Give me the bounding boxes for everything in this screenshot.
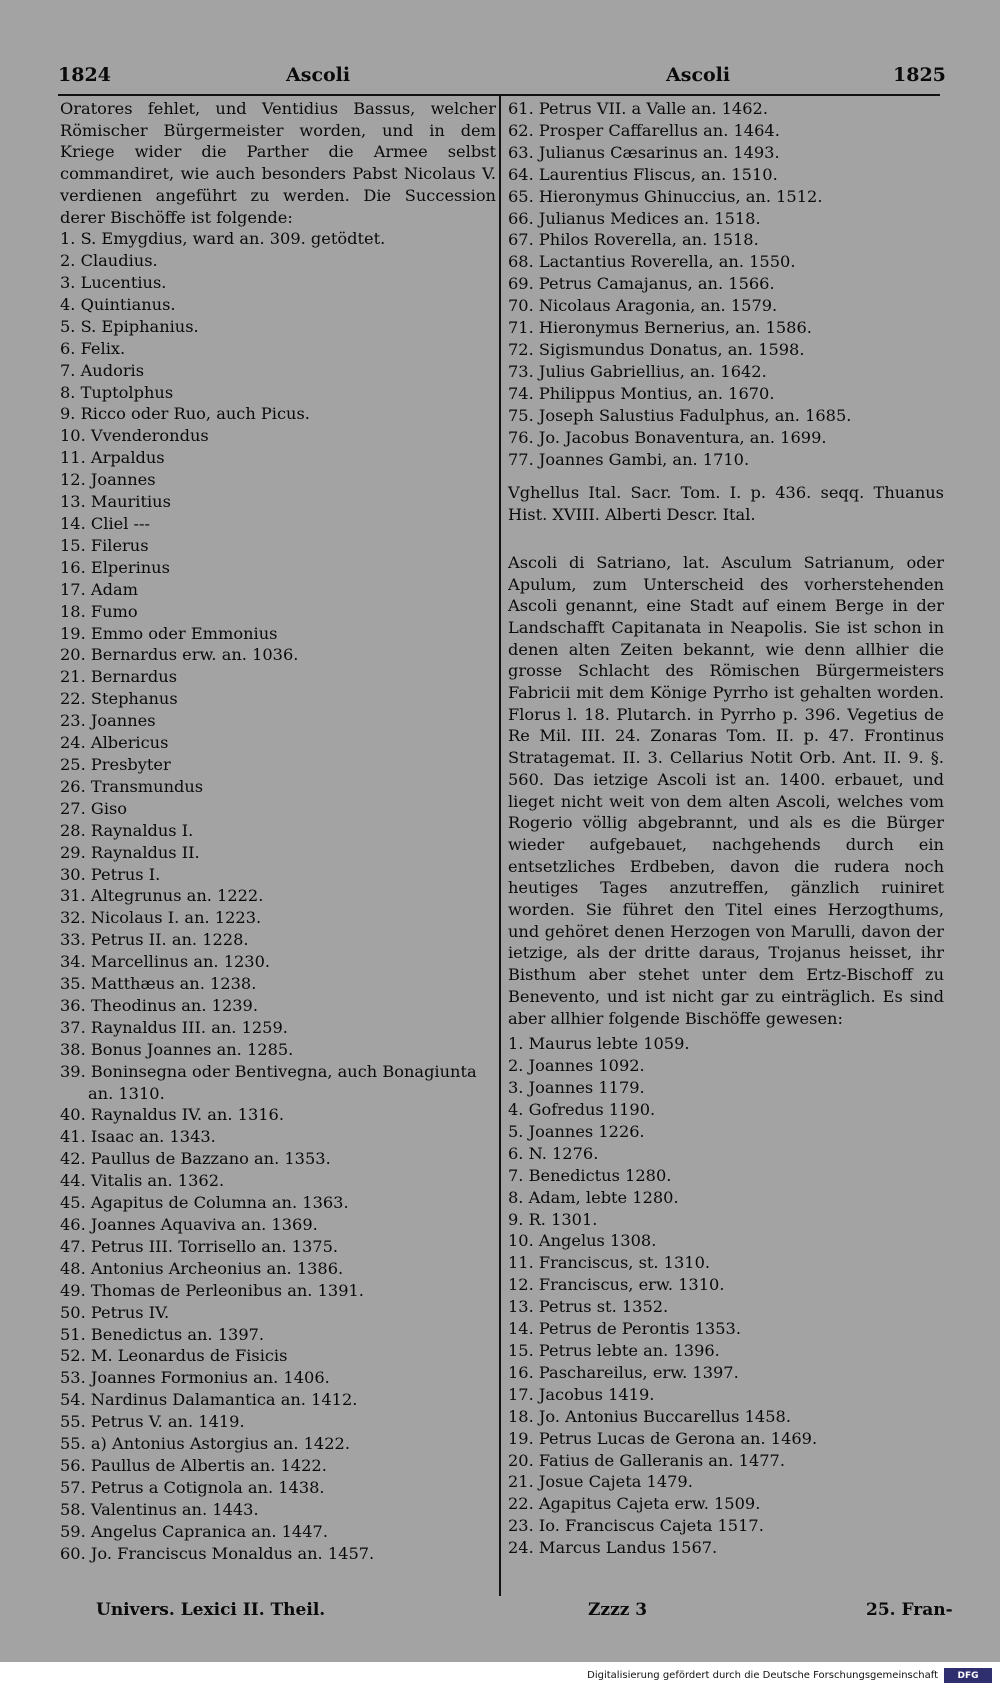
list-item: 35. Matthæus an. 1238. [60, 974, 257, 994]
list-item: 3. Lucentius. [60, 273, 167, 293]
list-item: 28. Raynaldus I. [60, 820, 194, 840]
list-item: 58. Valentinus an. 1443. [60, 1499, 259, 1519]
list-item: 65. Hieronymus Ghinuccius, an. 1512. [508, 186, 823, 206]
list-item: 51. Benedictus an. 1397. [60, 1324, 265, 1344]
list-item: 14. Cliel --- [60, 514, 150, 533]
list-item: 63. Julianus Cæsarinus an. 1493. [508, 142, 780, 162]
list-item: 29. Raynaldus II. [60, 842, 200, 862]
list-item: 24. Marcus Landus 1567. [508, 1538, 718, 1558]
list-item: 13. Petrus st. 1352. [508, 1297, 669, 1317]
list-item: 41. Isaac an. 1343. [60, 1127, 216, 1147]
second-bishop-list [508, 1033, 944, 1559]
list-item: 71. Hieronymus Bernerius, an. 1586. [508, 318, 812, 338]
list-item: 11. Franciscus, st. 1310. [508, 1253, 711, 1273]
list-item: 21. Josue Cajeta 1479. [508, 1472, 693, 1492]
list-item: 12. Franciscus, erw. 1310. [508, 1275, 725, 1295]
list-item: 12. Joannes [60, 470, 156, 490]
left-column [60, 98, 496, 1565]
list-item: 17. Adam [60, 579, 138, 599]
list-item: 19. Petrus Lucas de Gerona an. 1469. [508, 1428, 818, 1448]
list-item: 22. Stephanus [60, 689, 178, 709]
list-item: 52. M. Leonardus de Fisicis [60, 1346, 288, 1366]
list-item: 2. Joannes 1092. [508, 1056, 645, 1076]
list-item: 10. Angelus 1308. [508, 1231, 657, 1251]
list-item: 6. Felix. [60, 338, 126, 358]
list-item: 18. Fumo [60, 601, 138, 621]
list-item: 39. Boninsegna oder Bentivegna, auch Bonagiunta an. 1310. [60, 1061, 477, 1103]
references: Vghellus Ital. Sacr. Tom. I. p. 436. seqq. Thuanus Hist. XVIII. Alberti Descr. Ital. [508, 483, 944, 525]
list-item: 8. Tuptolphus [60, 382, 174, 402]
list-item: 33. Petrus II. an. 1228. [60, 930, 249, 950]
list-item: 15. Petrus lebte an. 1396. [508, 1340, 720, 1360]
list-item: 20. Bernardus erw. an. 1036. [60, 645, 299, 665]
list-item: 27. Giso [60, 798, 128, 818]
bishop-list-continued [508, 98, 944, 470]
left-page-number: 1824 [58, 64, 111, 86]
signature-mark: Zzzz 3 [588, 1600, 648, 1620]
list-item: 23. Io. Franciscus Cajeta 1517. [508, 1516, 764, 1536]
list-item: 22. Agapitus Cajeta erw. 1509. [508, 1494, 761, 1514]
list-item: 57. Petrus a Cotignola an. 1438. [60, 1477, 325, 1497]
list-item: 67. Philos Roverella, an. 1518. [508, 230, 759, 250]
list-item: 11. Arpaldus [60, 448, 165, 468]
list-item: 61. Petrus VII. a Valle an. 1462. [508, 99, 768, 118]
column-divider [499, 96, 501, 1596]
list-item: 68. Lactantius Roverella, an. 1550. [508, 252, 796, 272]
list-item: 66. Julianus Medices an. 1518. [508, 208, 761, 228]
list-item: 45. Agapitus de Columna an. 1363. [60, 1193, 349, 1213]
list-item: 19. Emmo oder Emmonius [60, 623, 278, 643]
list-item: 42. Paullus de Bazzano an. 1353. [60, 1149, 331, 1169]
list-item: 74. Philippus Montius, an. 1670. [508, 383, 775, 403]
list-item: 56. Paullus de Albertis an. 1422. [60, 1455, 327, 1475]
list-item: 1. S. Emygdius, ward an. 309. getödtet. [60, 229, 386, 249]
list-item: 64. Laurentius Fliscus, an. 1510. [508, 164, 778, 184]
list-item: 3. Joannes 1179. [508, 1078, 645, 1098]
intro-paragraph: Oratores fehlet, und Ventidius Bassus, welcher Römischer Bürgermeister worden, und in dem Kriege wider die Parther die Armee selbst commandiret, wie auch besonders Pabst Nicolaus V. verdienen angeführt zu werden. Die Succession derer Bischöffe ist folgende: [60, 99, 496, 227]
list-item: 26. Transmundus [60, 776, 204, 796]
list-item: 46. Joannes Aquaviva an. 1369. [60, 1215, 318, 1234]
list-item: 62. Prosper Caffarellus an. 1464. [508, 120, 780, 140]
list-item: 21. Bernardus [60, 667, 178, 687]
list-item: 60. Jo. Franciscus Monaldus an. 1457. [60, 1543, 375, 1563]
list-item: 34. Marcellinus an. 1230. [60, 952, 271, 972]
list-item: 48. Antonius Archeonius an. 1386. [60, 1258, 344, 1278]
list-item: 20. Fatius de Galleranis an. 1477. [508, 1450, 785, 1470]
list-item: 73. Julius Gabriellius, an. 1642. [508, 361, 767, 381]
list-item: 7. Audoris [60, 360, 145, 380]
list-item: 69. Petrus Camajanus, an. 1566. [508, 274, 775, 294]
list-item: 9. R. 1301. [508, 1209, 598, 1229]
left-running-title: Ascoli [286, 64, 351, 86]
list-item: 1. Maurus lebte 1059. [508, 1034, 690, 1054]
list-item: 25. Presbyter [60, 754, 171, 774]
list-item: 6. N. 1276. [508, 1143, 599, 1163]
list-item: 53. Joannes Formonius an. 1406. [60, 1368, 330, 1388]
list-item: 15. Filerus [60, 535, 149, 555]
list-item: 8. Adam, lebte 1280. [508, 1187, 679, 1207]
list-item: 44. Vitalis an. 1362. [60, 1171, 225, 1191]
list-item: 23. Joannes [60, 711, 156, 731]
list-item: 2. Claudius. [60, 251, 158, 271]
list-item: 49. Thomas de Perleonibus an. 1391. [60, 1280, 364, 1300]
list-item: 77. Joannes Gambi, an. 1710. [508, 449, 750, 469]
list-item: 18. Jo. Antonius Buccarellus 1458. [508, 1406, 791, 1426]
second-entry-paragraph: Ascoli di Satriano, lat. Asculum Satrianum, oder Apulum, zum Unterscheid des vorherstehenden Ascoli genannt, eine Stadt auf einem Berge in der Landschafft Capitanata in Neapolis. Sie ist schon in denen alten Zeiten bekannt, wie denn allhier die grosse Schlacht des Römischen Bürgermeisters Fabricii mit dem Könige Pyrrho ist gehalten worden. Florus l. 18. Plutarch. in Pyrrho p. 396. Vegetius de Re Mil. III. 24. Zonaras Tom. II. p. 47. Frontinus Stratagemat. II. 3. Cellarius Notit Orb. Ant. II. 9. §. 560. Das ietzige Ascoli ist an. 1400. erbauet, und lieget nicht weit von dem alten Ascoli, welches vom Rogerio völlig abgebrannt, und als es die Bürger wieder aufgebauet, nachgehends durch ein entsetzliches Erdbeben, davon die rudera noch heutiges Tages anzutreffen, gänzlich ruiniret worden. Sie führet den Titel eines Herzogthums, und gehöret denen Herzogen von Marulli, davon der ietzige, als der dritte daraus, Trojanus heisset, ihr Bisthum aber stehet unter dem Ertz-Bischoff zu Benevento, und ist nicht gar zu einträglich. Es sind aber allhier folgende Bischöffe gewesen: [508, 552, 944, 1028]
list-item: 55. a) Antonius Astorgius an. 1422. [60, 1434, 350, 1454]
list-item: 4. Quintianus. [60, 294, 176, 314]
list-item: 76. Jo. Jacobus Bonaventura, an. 1699. [508, 427, 827, 447]
list-item: 5. S. Epiphanius. [60, 316, 199, 336]
right-running-title: Ascoli [666, 64, 731, 86]
signature-line: Univers. Lexici II. Theil. [96, 1600, 326, 1620]
list-item: 47. Petrus III. Torrisello an. 1375. [60, 1236, 339, 1256]
list-item: 9. Ricco oder Ruo, auch Picus. [60, 404, 310, 424]
list-item: 16. Paschareilus, erw. 1397. [508, 1362, 739, 1382]
list-item: 40. Raynaldus IV. an. 1316. [60, 1105, 284, 1125]
list-item: 70. Nicolaus Aragonia, an. 1579. [508, 296, 778, 316]
right-page-number: 1825 [893, 64, 946, 86]
list-item: 24. Albericus [60, 733, 169, 753]
list-item: 31. Altegrunus an. 1222. [60, 886, 264, 906]
list-item: 4. Gofredus 1190. [508, 1100, 656, 1119]
list-item: 59. Angelus Capranica an. 1447. [60, 1521, 328, 1541]
list-item: 38. Bonus Joannes an. 1285. [60, 1039, 294, 1059]
catchword: 25. Fran- [866, 1600, 953, 1620]
list-item: 50. Petrus IV. [60, 1302, 170, 1322]
list-item: 36. Theodinus an. 1239. [60, 995, 258, 1015]
list-item: 14. Petrus de Perontis 1353. [508, 1319, 741, 1339]
list-item: 75. Joseph Salustius Fadulphus, an. 1685. [508, 405, 852, 425]
list-item: 55. Petrus V. an. 1419. [60, 1412, 245, 1432]
list-item: 72. Sigismundus Donatus, an. 1598. [508, 339, 805, 359]
right-column [508, 98, 944, 1559]
list-item: 32. Nicolaus I. an. 1223. [60, 908, 262, 928]
list-item: 7. Benedictus 1280. [508, 1165, 672, 1185]
list-item: 17. Jacobus 1419. [508, 1384, 655, 1404]
list-item: 54. Nardinus Dalamantica an. 1412. [60, 1390, 358, 1410]
digitization-credit: Digitalisierung gefördert durch die Deutsche Forschungsgemeinschaft [587, 1670, 938, 1681]
list-item: 5. Joannes 1226. [508, 1121, 645, 1141]
bishop-list [60, 228, 496, 1564]
dfg-logo: DFG [944, 1668, 992, 1683]
list-item: 16. Elperinus [60, 557, 170, 577]
list-item: 10. Vvenderondus [60, 426, 209, 446]
list-item: 13. Mauritius [60, 492, 171, 512]
list-item: 30. Petrus I. [60, 864, 161, 884]
list-item: 37. Raynaldus III. an. 1259. [60, 1017, 288, 1037]
